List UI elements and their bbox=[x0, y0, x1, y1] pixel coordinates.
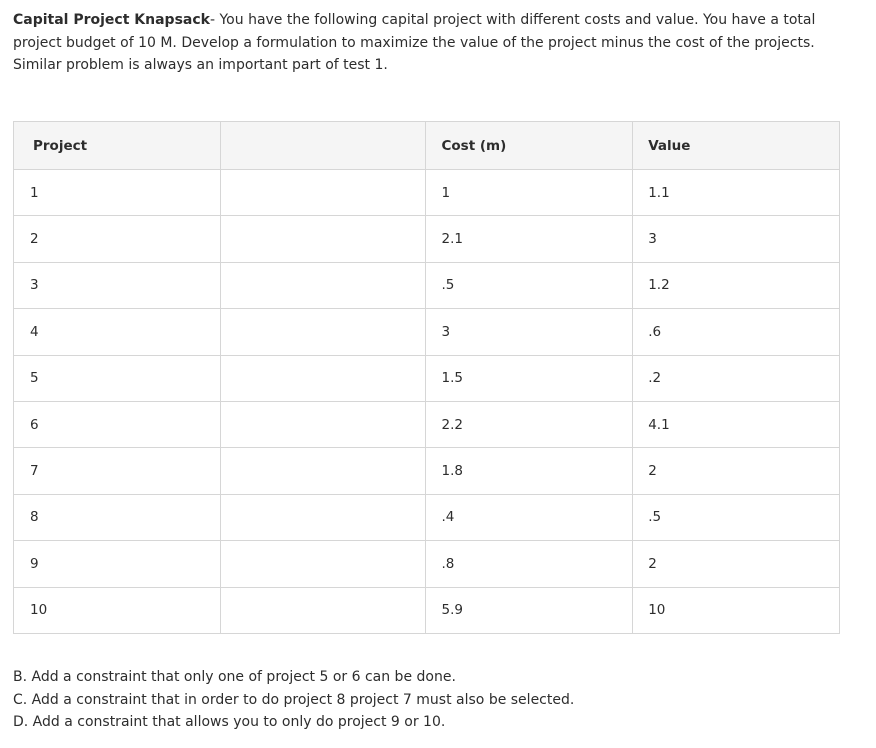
cell-project: 7 bbox=[14, 448, 221, 494]
cell-cost: .4 bbox=[426, 494, 633, 540]
problem-intro bbox=[13, 9, 843, 77]
constraint-c: C. Add a constraint that in order to do project 8 project 7 must also be selected. bbox=[13, 691, 575, 708]
projects-table bbox=[13, 121, 840, 634]
cell-project: 8 bbox=[14, 494, 221, 540]
header-project: Project bbox=[14, 122, 221, 170]
problem-description: - You have the following capital project with different costs and value. You have a total project budget of 10 M. Develop a formulation to maximize the value of the project minus the cost of the projects. Similar problem is always an important part of test 1. bbox=[13, 12, 816, 73]
table-row bbox=[14, 401, 840, 447]
cell-blank bbox=[220, 170, 426, 216]
cell-value: 4.1 bbox=[633, 401, 840, 447]
cell-project: 6 bbox=[14, 401, 221, 447]
cell-project: 1 bbox=[14, 170, 221, 216]
cell-cost: .8 bbox=[426, 541, 633, 587]
cell-blank bbox=[220, 494, 426, 540]
cell-value: 1.1 bbox=[633, 170, 840, 216]
table-row bbox=[14, 216, 840, 262]
table-row bbox=[14, 494, 840, 540]
cell-blank bbox=[220, 587, 426, 633]
cell-project: 9 bbox=[14, 541, 221, 587]
cell-cost: 1.8 bbox=[426, 448, 633, 494]
table-row bbox=[14, 262, 840, 308]
problem-title: Capital Project Knapsack bbox=[13, 12, 210, 28]
cell-cost: .5 bbox=[426, 262, 633, 308]
cell-value: .2 bbox=[633, 355, 840, 401]
cell-value: 2 bbox=[633, 541, 840, 587]
cell-blank bbox=[220, 448, 426, 494]
cell-cost: 1 bbox=[426, 170, 633, 216]
cell-blank bbox=[220, 262, 426, 308]
cell-blank bbox=[220, 401, 426, 447]
table-row bbox=[14, 309, 840, 355]
cell-project: 4 bbox=[14, 309, 221, 355]
constraints-list bbox=[13, 666, 574, 734]
cell-project: 3 bbox=[14, 262, 221, 308]
header-cost: Cost (m) bbox=[426, 122, 633, 170]
table-row bbox=[14, 355, 840, 401]
cell-project: 2 bbox=[14, 216, 221, 262]
table-header-row bbox=[14, 122, 840, 170]
cell-blank bbox=[220, 216, 426, 262]
table-row bbox=[14, 448, 840, 494]
cell-value: 3 bbox=[633, 216, 840, 262]
cell-cost: 5.9 bbox=[426, 587, 633, 633]
table-row bbox=[14, 587, 840, 633]
cell-value: .6 bbox=[633, 309, 840, 355]
cell-blank bbox=[220, 355, 426, 401]
cell-value: 2 bbox=[633, 448, 840, 494]
cell-project: 5 bbox=[14, 355, 221, 401]
cell-value: .5 bbox=[633, 494, 840, 540]
table-body bbox=[14, 170, 840, 634]
cell-cost: 1.5 bbox=[426, 355, 633, 401]
cell-blank bbox=[220, 309, 426, 355]
cell-cost: 3 bbox=[426, 309, 633, 355]
cell-blank bbox=[220, 541, 426, 587]
constraint-b: B. Add a constraint that only one of project 5 or 6 can be done. bbox=[13, 669, 456, 685]
header-blank bbox=[220, 122, 426, 170]
table-row bbox=[14, 170, 840, 216]
cell-value: 10 bbox=[633, 587, 840, 633]
header-value: Value bbox=[633, 122, 840, 170]
cell-value: 1.2 bbox=[633, 262, 840, 308]
constraint-d: D. Add a constraint that allows you to only do project 9 or 10. bbox=[13, 714, 446, 730]
cell-cost: 2.2 bbox=[426, 401, 633, 447]
cell-cost: 2.1 bbox=[426, 216, 633, 262]
cell-project: 10 bbox=[14, 587, 221, 633]
table-row bbox=[14, 541, 840, 587]
